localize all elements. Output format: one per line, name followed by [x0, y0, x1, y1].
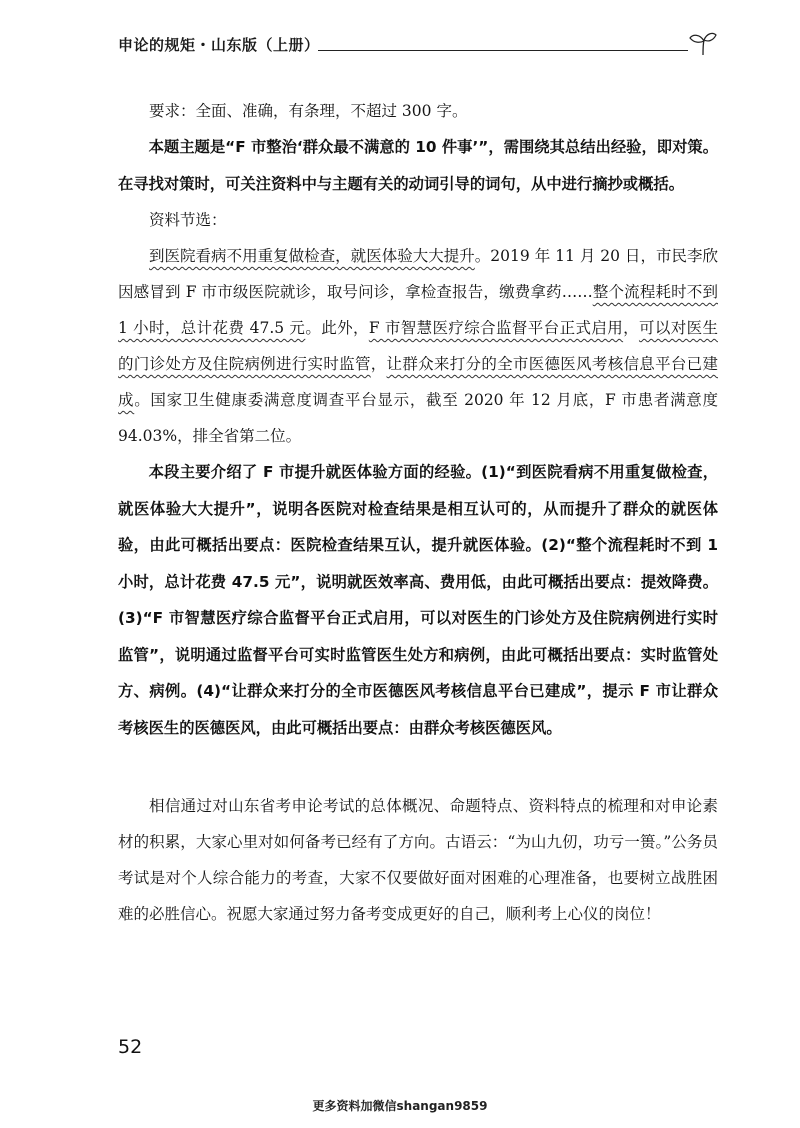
header-rule — [318, 50, 688, 51]
underlined-phrase: 让群众来打分的全市医德医风考核信息平台已建成 — [118, 355, 718, 409]
section-gap — [118, 746, 718, 788]
closing-paragraph: 相信通过对山东省考申论考试的总体概况、命题特点、资料特点的梳理和对申论素材的积累，大家心里对如何备考已经有了方向。古语云：“为山九仞，功亏一篑。”公务员考试是对个人综合能力的考查，大家不仅要做好面对困难的心理准备，也要树立战胜困难的必胜信心。祝愿大家通过努力备考变成更好的自己，顺利考上心仪的岗位！ — [118, 797, 718, 923]
excerpt-text: 。此外， — [305, 319, 369, 337]
sprout-icon — [688, 30, 718, 56]
underlined-phrase: 到医院看病不用重复做检查，就医体验大大提升 — [149, 247, 475, 265]
underlined-phrase: F 市智慧医疗综合监督平台正式启用 — [368, 319, 624, 337]
page-number: 52 — [118, 1036, 143, 1058]
excerpt-text: ， — [623, 319, 639, 337]
analysis-paragraph: 本段主要介绍了 F 市提升就医体验方面的经验。(1)“到医院看病不用重复做检查，就医体验大大提升”，说明各医院对检查结果是相互认可的，从而提升了群众的就医体验，由此可概括出要点：医院检查结果互认，提升就医体验。(2)“整个流程耗时不到 1 小时，总计花费 47.5 元”，说明就医效率高、费用低，由此可概括出要点：提效降费。(3)“F 市智慧医疗综合监督平台正式启用，可以对医生的门诊处方及住院病例进行实时监管”，说明通过监督平台可实时监管医生处方和病例，由此可概括出要点：实时监管处方、病例。(4)“让群众来打分的全市医德医风考核信息平台已建成”，提示 F 市让群众考核医生的医德医风，由此可概括出要点：由群众考核医德医风。 — [118, 463, 718, 737]
excerpt-paragraph — [118, 238, 718, 454]
intro-paragraph: 本题主题是“F 市整治‘群众最不满意的 10 件事’”，需围绕其总结出经验，即对策。在寻找对策时，可关注资料中与主题有关的动词引导的词句，从中进行摘抄或概括。 — [118, 138, 718, 193]
excerpt-text: 。国家卫生健康委满意度调查平台显示，截至 2020 年 12 月底，F 市患者满意度 94.03%，排全省第二位。 — [118, 391, 718, 445]
book-title: 申论的规矩・山东版（上册） — [118, 36, 320, 54]
excerpt-text: ， — [370, 355, 387, 373]
underlined-phrase: 整个流程耗时不到 1 小时，总计花费 47.5 元 — [118, 283, 718, 337]
excerpt-label: 资料节选： — [149, 211, 227, 229]
underlined-phrase: 可以对医生的门诊处方及住院病例进行实时监管 — [118, 319, 718, 373]
footer-note: 更多资料加微信shangan9859 — [312, 1099, 488, 1113]
requirement-text: 要求：全面、准确，有条理，不超过 300 字。 — [149, 102, 468, 120]
page-body — [118, 93, 718, 932]
running-header — [118, 28, 718, 62]
excerpt-text: 。2019 年 11 月 20 日，市民李欣因感冒到 F 市市级医院就诊，取号问诊，拿检查报告，缴费拿药…… — [118, 247, 718, 301]
